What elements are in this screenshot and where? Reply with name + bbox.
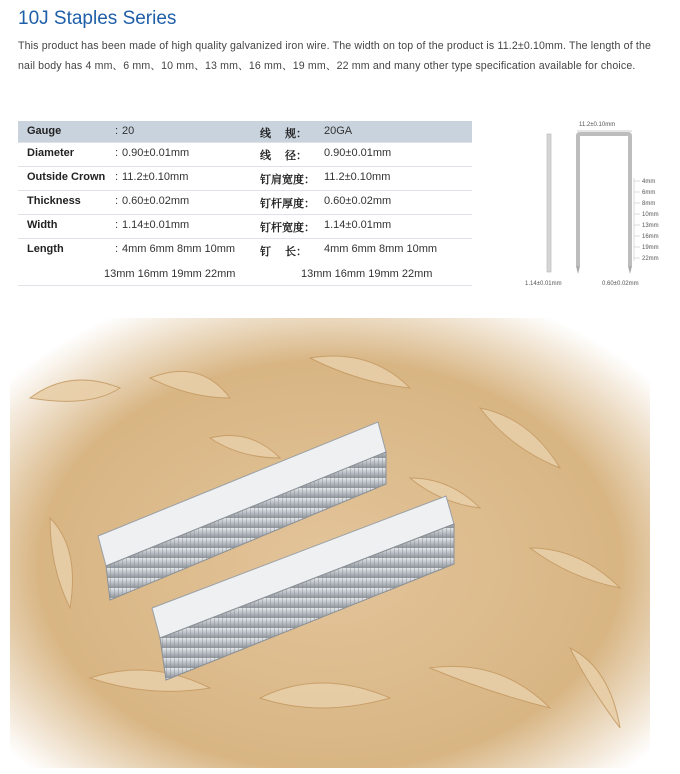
length-label: 13mm	[642, 223, 659, 229]
spec-label: Length	[27, 243, 64, 255]
spec-zh-label: 线 径：	[260, 150, 308, 162]
length-label: 6mm	[642, 190, 656, 196]
length-label: 19mm	[642, 245, 659, 251]
spec-zh-value: 13mm 16mm 19mm 22mm	[301, 268, 433, 280]
spec-row-length: Length : 4mm 6mm 8mm 10mm 钉 长： 4mm 6mm 8mm 10mm	[27, 243, 438, 258]
spec-row-length-continued	[18, 262, 472, 286]
spec-zh-value: 0.90±0.01mm	[324, 147, 392, 159]
spec-zh-value: 4mm 6mm 8mm 10mm	[324, 243, 438, 255]
side-width-label: 1.14±0.01mm	[525, 281, 562, 287]
length-label: 10mm	[642, 212, 659, 218]
product-description: This product has been made of high quality galvanized iron wire. The width on top of the product is 11.2±0.10mm. The length of the nail body has 4 mm、6 mm、10 mm、13 mm、16 mm、19 mm、22 mm and many other type specification available for choice.	[18, 40, 652, 72]
spec-row-gauge: Gauge : 20 线 规： 20GA	[18, 121, 472, 143]
thickness-label: 0.60±0.02mm	[602, 281, 639, 287]
staple-dimension-diagram	[520, 114, 670, 294]
top-width-label: 11.2±0.10mm	[579, 122, 616, 128]
spec-zh-value: 1.14±0.01mm	[324, 219, 392, 231]
spec-value: 11.2±0.10mm	[122, 171, 189, 183]
spec-table	[18, 121, 472, 286]
spec-zh-label: 线 规：	[260, 128, 308, 140]
spec-row-diameter: Diameter : 0.90±0.01mm 线 径： 0.90±0.01mm	[18, 143, 472, 167]
spec-label: Diameter	[27, 147, 75, 159]
spec-label: Width	[27, 219, 58, 231]
page-title: 10J Staples Series	[18, 8, 177, 29]
length-label: 16mm	[642, 234, 659, 240]
spec-value: 0.90±0.01mm	[122, 147, 190, 159]
spec-zh-value: 20GA	[324, 125, 353, 137]
spec-value: 0.60±0.02mm	[122, 195, 190, 207]
spec-value: 1.14±0.01mm	[122, 219, 190, 231]
spec-value: 4mm 6mm 8mm 10mm	[122, 243, 236, 255]
length-label: 4mm	[642, 179, 656, 185]
spec-zh-label: 钉肩宽度：	[260, 174, 315, 186]
spec-row-thickness: Thickness : 0.60±0.02mm 钉杆厚度： 0.60±0.02mm	[18, 191, 472, 215]
product-photo	[10, 318, 650, 768]
spec-row-width: Width : 1.14±0.01mm 钉杆宽度： 1.14±0.01mm	[18, 215, 472, 239]
spec-zh-label: 钉杆厚度：	[260, 198, 315, 210]
spec-zh-label: 钉 长：	[260, 246, 308, 258]
spec-zh-value: 11.2±0.10mm	[324, 171, 391, 183]
spec-zh-label: 钉杆宽度：	[260, 222, 315, 234]
staple-side-view	[547, 134, 551, 272]
spec-value: 20	[122, 125, 135, 137]
length-label: 22mm	[642, 256, 659, 262]
length-tick-group	[642, 179, 659, 262]
spec-value: 13mm 16mm 19mm 22mm	[104, 268, 236, 280]
spec-row-outside-crown: Outside Crown : 11.2±0.10mm 钉肩宽度： 11.2±0.10mm	[18, 167, 472, 191]
spec-zh-value: 0.60±0.02mm	[324, 195, 392, 207]
spec-label: Gauge	[27, 125, 62, 137]
spec-label: Thickness	[27, 195, 81, 207]
length-label: 8mm	[642, 201, 656, 207]
spec-label: Outside Crown	[27, 171, 106, 183]
